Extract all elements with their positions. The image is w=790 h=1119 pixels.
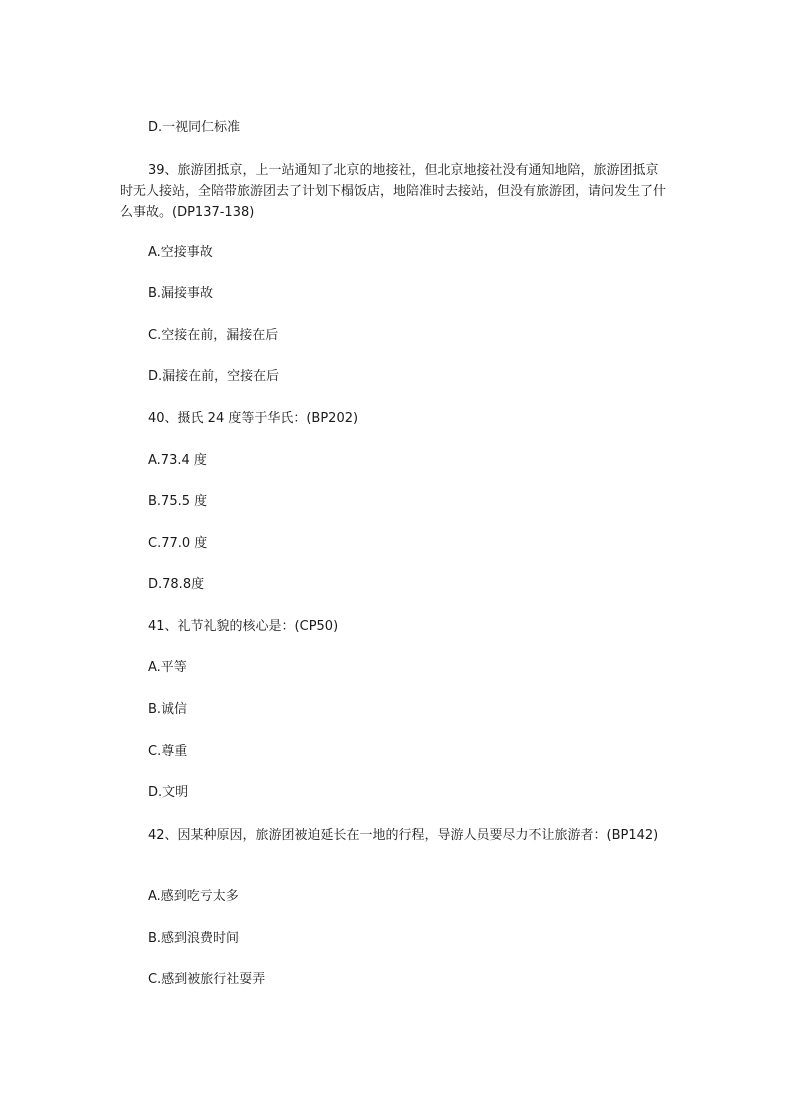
q38-option-d: D.一视同仁标准 [148, 120, 241, 135]
q41-question: 41、礼节礼貌的核心是：(CP50) [148, 619, 339, 634]
q41-option-a: A.平等 [148, 660, 187, 675]
q40-option-a: A.73.4 度 [148, 453, 207, 468]
q42-option-a: A.感到吃亏太多 [148, 889, 239, 904]
q41-option-b: B.诚信 [148, 702, 188, 717]
q42-question: 42、因某种原因，旅游团被迫延长在一地的行程，导游人员要尽力不让旅游者：(BP142) [148, 828, 659, 843]
q39-option-b: B.漏接事故 [148, 286, 214, 301]
q40-option-c: C.77.0 度 [148, 536, 208, 551]
q41-option-c: C.尊重 [148, 744, 188, 759]
q39-option-d: D.漏接在前，空接在后 [148, 369, 280, 384]
q39-option-c: C.空接在前，漏接在后 [148, 328, 279, 343]
q40-option-b: B.75.5 度 [148, 494, 208, 509]
q42-option-c: C.感到被旅行社耍弄 [148, 972, 266, 987]
q40-option-d: D.78.8度 [148, 577, 205, 592]
q39-option-a: A.空接事故 [148, 245, 213, 260]
q40-question: 40、摄氏 24 度等于华氏：(BP202) [148, 411, 359, 426]
q39-question: 39、旅游团抵京，上一站通知了北京的地接社，但北京地接社没有通知地陪，旅游团抵京时无人接站，全陪带旅游团去了计划下榻饭店，地陪准时去接站，但没有旅游团，请问发生了什么事故。(DP137-138) [120, 163, 667, 220]
q41-option-d: D.文明 [148, 785, 189, 800]
q42-option-b: B.感到浪费时间 [148, 931, 240, 946]
